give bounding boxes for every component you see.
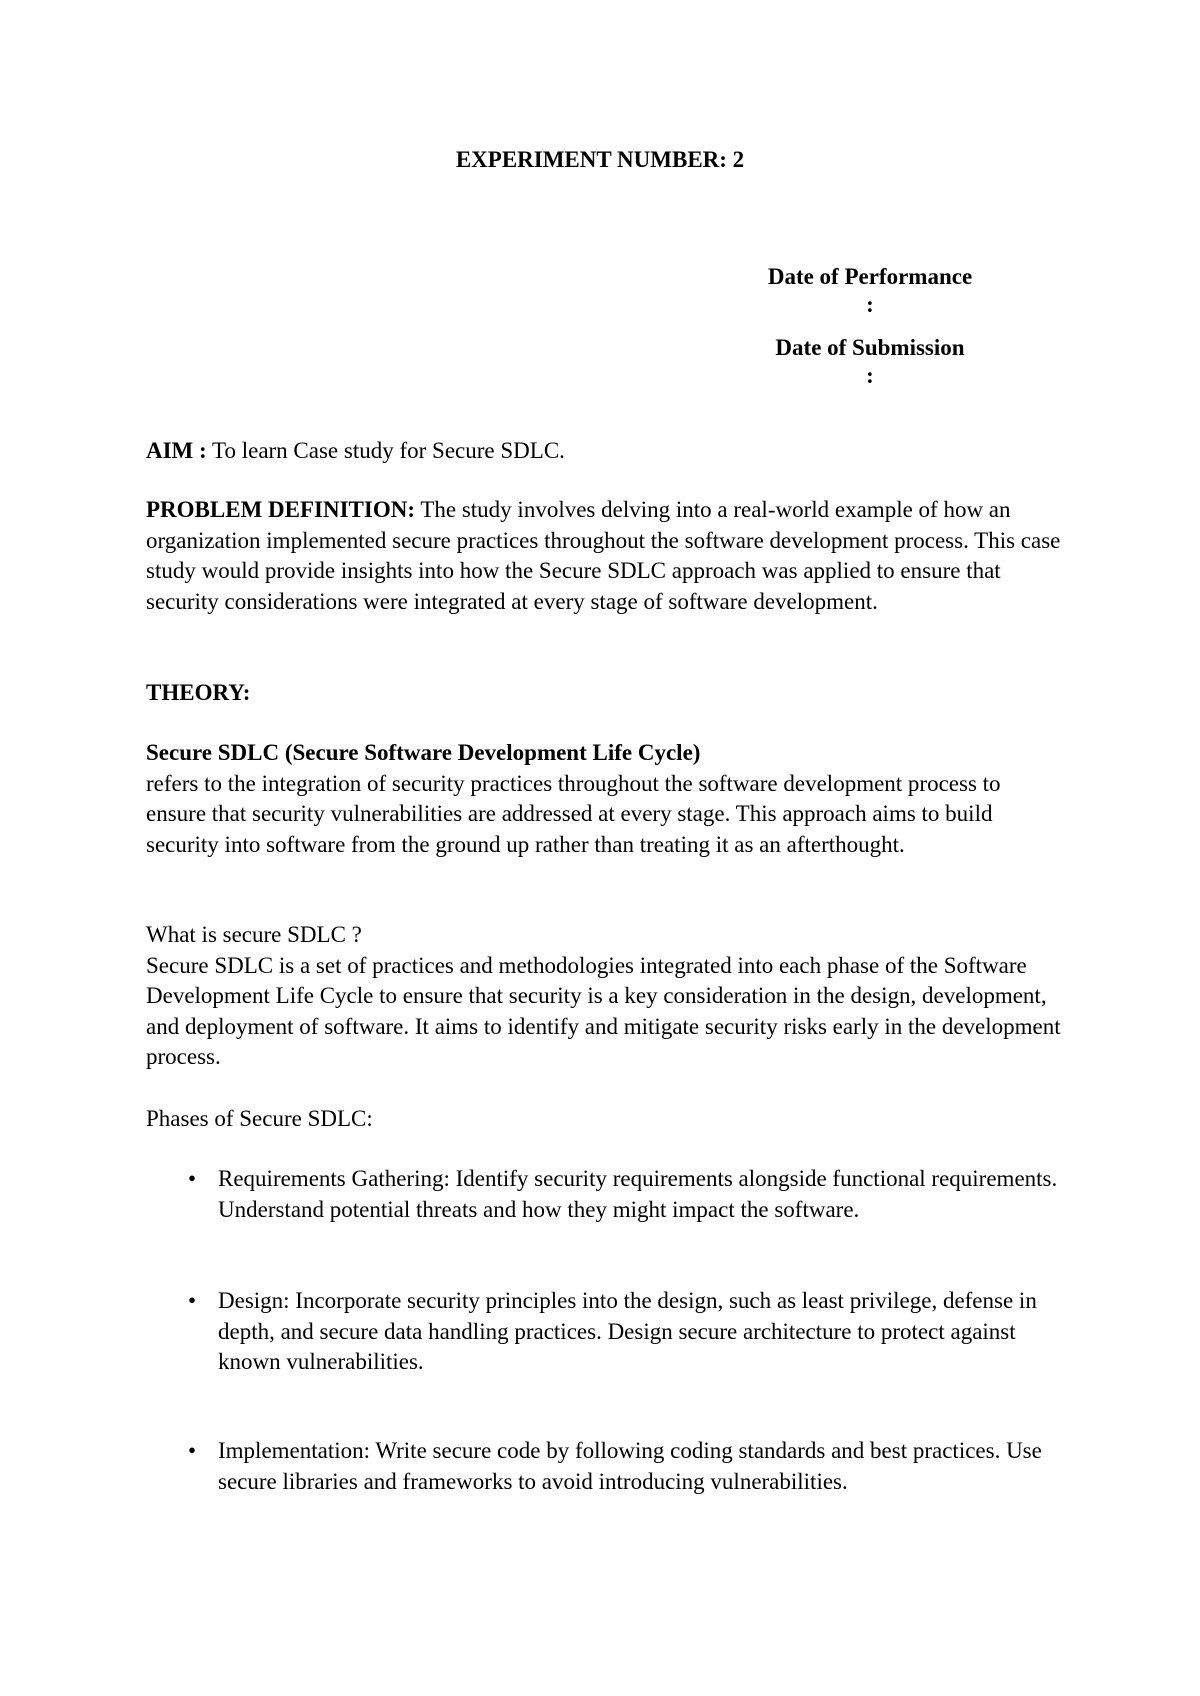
secure-sdlc-section [146, 738, 1066, 860]
secure-sdlc-heading: Secure SDLC (Secure Software Development Life Cycle) [146, 740, 701, 765]
phases-heading: Phases of Secure SDLC: [146, 1106, 373, 1131]
bullet-icon: • [187, 1166, 197, 1191]
theory-heading: THEORY: [146, 680, 251, 705]
date-of-performance-colon: : [866, 292, 874, 317]
what-is-section [146, 920, 1066, 1073]
date-of-submission-colon: : [866, 363, 874, 388]
aim-text: To learn Case study for Secure SDLC. [206, 438, 565, 463]
date-of-performance [740, 263, 1000, 319]
aim-paragraph [146, 436, 1066, 467]
aim-label: AIM : [146, 438, 207, 463]
problem-definition-paragraph [146, 495, 1066, 617]
problem-definition-label: PROBLEM DEFINITION: [146, 497, 415, 522]
secure-sdlc-text: refers to the integration of security practices throughout the software development process to ensure that security vulnerabilities are addressed at every stage. This approach aims to build security into software from the ground up rather than treating it as an afterthought. [146, 770, 1001, 857]
problem-definition-text: The study involves delving into a real-world example of how an organization implemented secure practices throughout the software development process. This case study would provide insights into how the Secure SDLC approach was applied to ensure that security considerations were integrated at every stage of software development. [146, 497, 1061, 614]
bullet-icon: • [187, 1438, 197, 1463]
what-is-question: What is secure SDLC ? [146, 922, 362, 947]
date-of-performance-label: Date of Performance [767, 264, 973, 289]
date-of-submission-label: Date of Submission [775, 335, 965, 360]
phase-requirements-text: Requirements Gathering: Identify security requirements alongside functional requirements. Understand potential threats and how they might impact the software. [218, 1166, 1058, 1222]
list-item [182, 1286, 1066, 1378]
phase-design-text: Design: Incorporate security principles into the design, such as least privilege, defense in depth, and secure data handling practices. Design secure architecture to protect against known vulnerabilities. [218, 1288, 1037, 1374]
bullet-icon: • [187, 1288, 197, 1313]
phase-implementation-text: Implementation: Write secure code by following coding standards and best practices. Use secure libraries and frameworks to avoid introducing vulnerabilities. [218, 1438, 1042, 1494]
list-item [182, 1164, 1066, 1225]
what-is-text: Secure SDLC is a set of practices and methodologies integrated into each phase of the Software Development Life Cycle to ensure that security is a key consideration in the design, development, and deployment of software. It aims to identify and mitigate security risks early in the development process. [146, 952, 1061, 1069]
date-of-submission [740, 334, 1000, 390]
experiment-title: EXPERIMENT NUMBER: 2 [455, 147, 745, 172]
list-item [182, 1436, 1066, 1497]
